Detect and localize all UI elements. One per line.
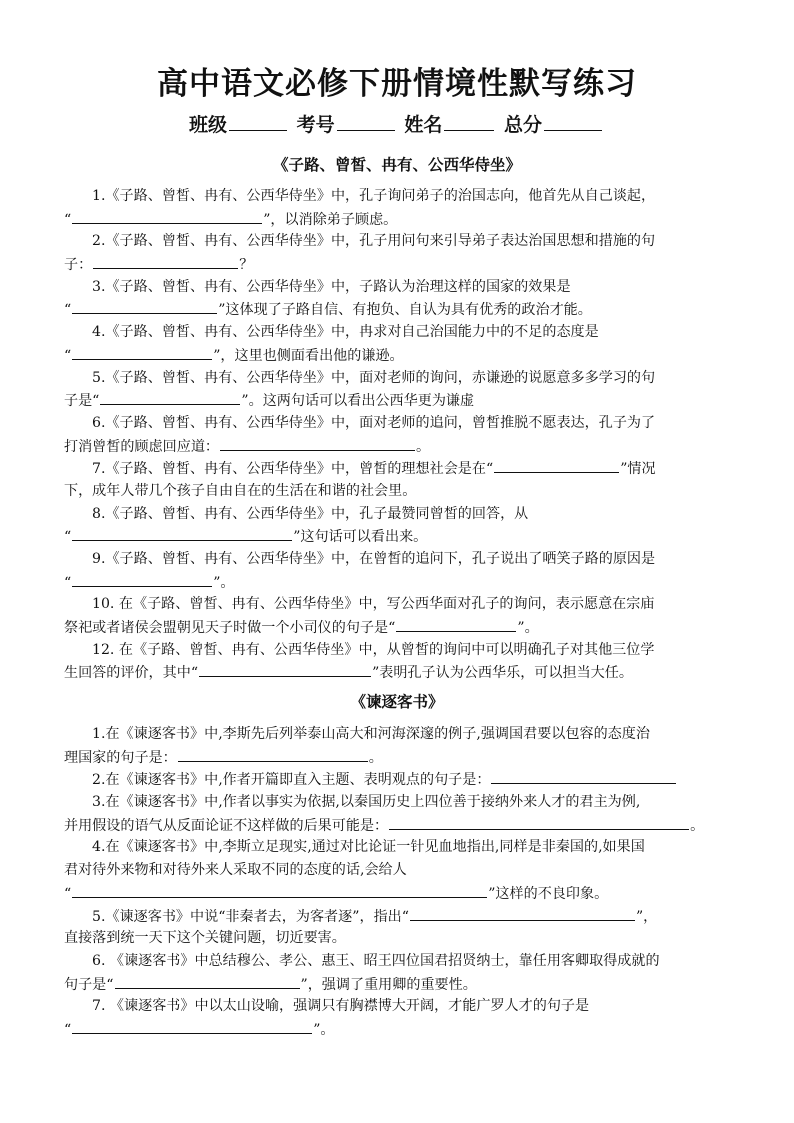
section-shizuo-questions: [64, 185, 740, 684]
question-line: “ ”，以消除弟子顾虑。: [64, 208, 740, 231]
question-line: 句子是“ ”，强调了重用卿的重要性。: [64, 973, 740, 996]
answer-blank[interactable]: [72, 571, 212, 587]
question-line: 1.《子路、曾皙、冉有、公西华侍坐》中，孔子询问弟子的治国志向，他首先从自己谈起，: [92, 188, 656, 204]
question-line: “ ”，这里也侧面看出他的谦逊。: [64, 344, 740, 367]
question-line: 2.《子路、曾皙、冉有、公西华侍坐》中，孔子用问句来引导弟子表达治国思想和措施的句: [92, 233, 656, 250]
student-info-row: [0, 110, 794, 137]
question-line: 3.在《谏逐客书》中,作者以事实为依据,以秦国历史上四位善于接纳外来人才的君主为例,: [92, 794, 641, 811]
question-line: 7. 《谏逐客书》中以太山设喻，强调只有胸襟博大开阔，才能广罗人才的句子是: [92, 998, 590, 1015]
question-line: 4.在《谏逐客书》中,李斯立足现实,通过对比论证一针见血地指出,同样是非秦国的,如果国: [92, 839, 645, 856]
answer-blank[interactable]: [72, 344, 212, 360]
question-line: 5.《子路、曾皙、冉有、公西华侍坐》中，面对老师的询问，赤谦逊的说愿意多多学习的句: [92, 369, 656, 386]
answer-blank[interactable]: [72, 525, 292, 541]
section-jianzhukeshu-questions: [64, 723, 740, 1041]
answer-blank[interactable]: [72, 882, 487, 898]
answer-blank[interactable]: [115, 973, 300, 989]
class-blank[interactable]: [229, 111, 287, 131]
answer-blank[interactable]: [494, 457, 619, 473]
section-heading-shizuo: 《子路、曾皙、冉有、公西华侍坐》: [272, 155, 521, 174]
number-blank[interactable]: [337, 111, 395, 131]
score-label: 总分: [503, 114, 542, 136]
question-line: 祭祀或者诸侯会盟朝见天子时做一个小司仪的句子是“ ”。: [64, 616, 740, 639]
section-heading-jianzhukeshu: 《谏逐客书》: [350, 692, 444, 711]
question-line: 9.《子路、曾皙、冉有、公西华侍坐》中，在曾皙的追问下，孔子说出了哂笑子路的原因是: [92, 551, 656, 567]
question-line: “ ”这体现了子路自信、有抱负、自认为具有优秀的政治才能。: [64, 298, 740, 321]
question-line: 下，成年人带几个孩子自由自在的生活在和谐的社会里。: [64, 482, 417, 499]
class-label: 班级: [189, 114, 228, 136]
question-line: 子： ？: [64, 253, 740, 276]
question-line: “ ”这句话可以看出来。: [64, 525, 740, 548]
question-line: 并用假设的语气从反面论证不这样做的后果可能是： 。: [64, 814, 740, 837]
question-line: 子是“ ”。这两句话可以看出公西华更为谦虚: [64, 389, 740, 412]
question-line: 10. 在《子路、曾皙、冉有、公西华侍坐》中，写公西华面对孔子的询问，表示愿意在宗庙: [92, 596, 655, 613]
question-line: 生回答的评价，其中“ ”表明孔子认为公西华乐，可以担当大任。: [64, 661, 740, 684]
answer-blank[interactable]: [199, 661, 371, 677]
number-label: 考号: [296, 114, 335, 136]
answer-blank[interactable]: [396, 616, 516, 632]
question-line: 3.《子路、曾皙、冉有、公西华侍坐》中，子路认为治理这样的国家的效果是: [92, 278, 571, 295]
question-line: 打消曾皙的顾虑回应道： 。: [64, 435, 740, 458]
question-line: 1.在《谏逐客书》中,李斯先后列举泰山高大和河海深邃的例子,强调国君要以包容的态度治: [92, 726, 650, 742]
answer-blank[interactable]: [389, 814, 689, 830]
question-line: 2.在《谏逐客书》中,作者开篇即直入主题、表明观点的句子是：: [64, 768, 740, 791]
question-line: 4.《子路、曾皙、冉有、公西华侍坐》中，冉求对自己治国能力中的不足的态度是: [92, 324, 599, 341]
page-title: 高中语文必修下册情境性默写练习: [157, 66, 637, 102]
question-line: 6. 《谏逐客书》中总结穆公、孝公、惠王、昭王四位国君招贤纳士，靠任用客卿取得成就的: [92, 952, 660, 969]
question-line: 5.《谏逐客书》中说“非秦者去，为客者逐”，指出“ ”，: [64, 905, 740, 928]
name-blank[interactable]: [444, 111, 494, 131]
answer-blank[interactable]: [491, 768, 676, 784]
answer-blank[interactable]: [72, 208, 262, 224]
question-line: 7.《子路、曾皙、冉有、公西华侍坐》中，曾皙的理想社会是在“ ”情况: [64, 457, 740, 480]
answer-blank[interactable]: [178, 746, 368, 762]
answer-blank[interactable]: [410, 905, 635, 921]
question-line: “ ”这样的不良印象。: [64, 882, 740, 905]
question-line: “ ”。: [64, 571, 740, 594]
answer-blank[interactable]: [93, 253, 238, 269]
answer-blank[interactable]: [100, 389, 240, 405]
score-blank[interactable]: [544, 111, 602, 131]
question-line: 直接落到统一天下这个关键问题，切近要害。: [64, 930, 346, 947]
question-line: 君对待外来物和对待外来人采取不同的态度的话,会给人: [64, 862, 407, 879]
question-line: 理国家的句子是： 。: [64, 746, 740, 769]
answer-blank[interactable]: [220, 435, 415, 451]
answer-blank[interactable]: [72, 298, 217, 314]
question-line: 8.《子路、曾皙、冉有、公西华侍坐》中，孔子最赞同曾皙的回答，从: [92, 505, 529, 522]
question-line: “ ”。: [64, 1018, 740, 1041]
name-label: 姓名: [404, 114, 443, 136]
question-line: 12. 在《子路、曾皙、冉有、公西华侍坐》中，从曾皙的询问中可以明确孔子对其他三位学: [92, 641, 655, 658]
question-line: 6.《子路、曾皙、冉有、公西华侍坐》中，面对老师的追问，曾皙推脱不愿表达，孔子为了: [92, 414, 656, 431]
answer-blank[interactable]: [72, 1018, 312, 1034]
